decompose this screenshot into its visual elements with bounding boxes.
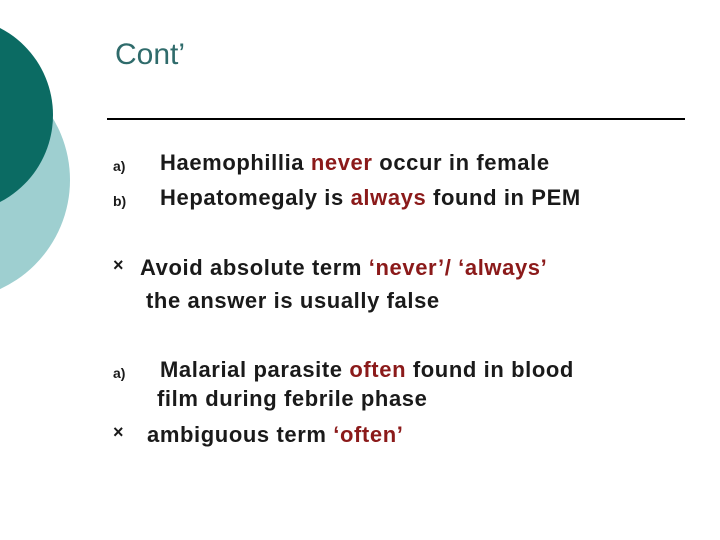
list-item-haemophillia	[160, 150, 550, 176]
text-part: found in PEM	[426, 185, 581, 210]
highlight-never-always: ‘never’/ ‘always’	[368, 255, 548, 280]
text-part: occur in female	[372, 150, 550, 175]
list-marker-a: a)	[113, 158, 126, 174]
note-avoid-absolute	[140, 255, 547, 281]
text-part: Hepatomegaly is	[160, 185, 351, 210]
text-part: ambiguous term	[147, 422, 334, 447]
highlight-often: often	[349, 357, 407, 382]
x-bullet-icon: ×	[113, 255, 124, 275]
note-ambiguous-term	[147, 422, 403, 448]
x-bullet-icon: ×	[113, 422, 124, 442]
highlight-never: never	[310, 150, 373, 175]
note-answer-false: the answer is usually false	[146, 288, 440, 313]
highlight-always: always	[350, 185, 427, 210]
decorative-circles	[0, 0, 80, 300]
slide-title: Cont’	[115, 38, 186, 71]
text-part: Avoid absolute term	[140, 255, 369, 280]
highlight-often-quoted: ‘often’	[333, 422, 404, 447]
list-item-malarial	[160, 357, 574, 383]
text-part: Malarial parasite	[160, 357, 350, 382]
text-part: Haemophillia	[160, 150, 311, 175]
list-marker-b: b)	[113, 193, 127, 209]
text-part: found in blood	[406, 357, 574, 382]
list-item-hepatomegaly	[160, 185, 581, 211]
title-divider	[107, 118, 685, 120]
list-marker-a2: a)	[113, 365, 126, 381]
list-item-malarial-cont: film during febrile phase	[157, 386, 428, 411]
